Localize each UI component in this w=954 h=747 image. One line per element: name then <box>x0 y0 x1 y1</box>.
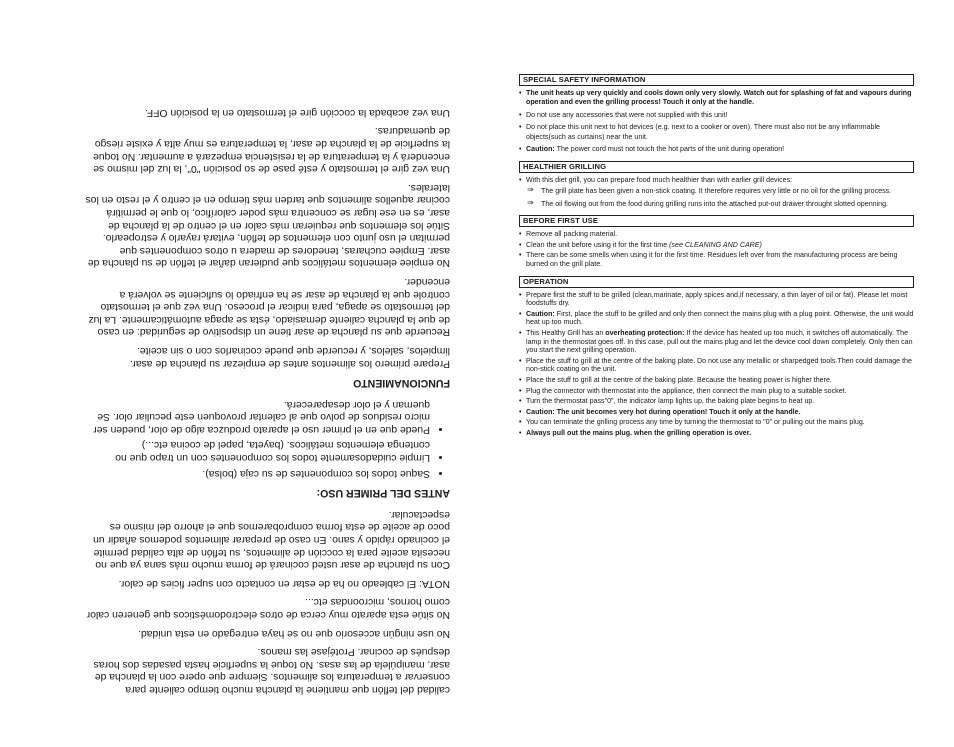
arrow-right-icon: ⇒ <box>527 185 534 195</box>
list-item: • Caution: The power cord must not touch the hot parts of the unit during operation! <box>519 145 914 154</box>
es-intro-4: NOTA: El cableado no ha de estar en contacto con super ficies de calor. <box>118 577 450 589</box>
es-intro-2: No use ningún accesorio que no se haya entregado en esta unidad. <box>138 627 450 639</box>
es-op-3: No empiee elementos metálicos que pudieran dañar el teflón de su plancha de asar. Empiee cucharas, tenedores de madera u otros componentes que permitan el uso junto con elementos de teflón, evitará rayarlo y estropearlo. Sitúe los elementos que requieran más calor en el centro de la plancha de asar, es en ese lugar se concentra más poder calorífico, lo que le permitirá cocinar aquellos alimentos que tarden más tiempo en el centro y el resto en los laterales. <box>85 181 450 269</box>
operation-list <box>519 291 914 438</box>
es-intro-1: calidad del teflón que mantiene la plancha mucho tiempo caliente para conservar a temperatura los alimentos. Siempre que opere con la plancha de asar, manipúlela de las asas. No toque la superficie hasta pasadas dos horas después de cocinar. Protéjase las manos. <box>93 646 450 695</box>
list-item: • This Healthy Grill has an overheating protection: If the device has heated up too much, it switches off automatically. The lamp in the thermostat goes off. In this case, pull out the mains plug and let the device cool down completely. Only then can you start the next grilling operation. <box>519 329 914 355</box>
list-item: • Place the stuff to grill at the centre of the baking plate. Do not use any metallic or sharpedged tools.Then could damage the non-stick coating on the unit. <box>519 357 914 374</box>
list-item: • Caution: The unit becomes very hot during operation! Touch it only at the handle. <box>519 408 914 417</box>
english-page <box>519 74 914 445</box>
es-op-1: Prepare primero los alimentos antes de empiezar su plancha de asar. limpielos, salelos, y recuerde que puede cocinarlos con o sin aceite. <box>130 344 450 369</box>
safety-list <box>519 89 914 154</box>
es-intro-3: No sitúe esta aparato muy cerca de otros electrodomésticos que generen calor como hornos, microondas etc... <box>86 596 450 621</box>
es-intro-5: Con su plancha de asar usted cocinará de forma mucho más sana ya que no necesita aceite para la cocción de alimentos, su teflón de alta calidad permite el cocinado rápido y sano. En caso de preparar alimentos podemos añadir un poco de aceite de esta forma comprobaremos que el ahorro del mismo es espectacular. <box>93 508 450 571</box>
list-item: • Always pull out the mains plug. when the grilling operation is over. <box>519 429 914 438</box>
spanish-page <box>85 106 450 695</box>
list-item: ⇒ The oil flowing out from the food during grilling runs into the attached put-out drawer throught slotted openning. <box>527 197 889 208</box>
list-item: • Limpie cuidadosamente todos los componentes con un trapo que no contenga elementos metálicos. (bayeta, papel de cocina etc...) <box>85 438 430 463</box>
arrow-right-icon: ⇒ <box>527 197 534 207</box>
first-use-heading: BEFORE FIRST USE <box>519 215 914 227</box>
es-op-2: Recuerde que su plancha de asar tiene un dispositivo de seguridad: en caso de que la plancha caliente demasiado, ésta se apaga automáticamente. La luz del termostato se apaga, para indicar el proceso. Una vez que el termostato controle que la plancha de asar se ha enfriado lo suficiente se volverá a encender. <box>88 275 450 338</box>
list-item: • Place the stuff to grill at the centre of the baking plate. Because the heating power is higher there. <box>519 376 914 385</box>
es-op-5: Una vez acabada la cocción gire el termostato en la posición OFF. <box>145 106 450 118</box>
list-item: • The unit heats up very quickly and cools down only very slowly. Watch out for splashing of fat and vapours during operation and even the grilling process! Touch it only at the handle. <box>519 89 914 108</box>
es-first-use-list <box>85 397 450 479</box>
safety-heading: SPECIAL SAFETY INFORMATION <box>519 74 914 86</box>
list-item: • Turn the thermostat pass"0", the indicator lamp lights up, the baking plate begins to heat up. <box>519 397 914 406</box>
es-first-use-title: ANTES DEL PRIMER USO: <box>316 487 450 500</box>
list-item: • Do not place this unit next to hot devices (e.g. next to a cooker or oven). There must also not be any inflammable objects(such as curtains) near the unit. <box>519 123 914 142</box>
healthier-heading: HEALTHIER GRILLING <box>519 161 914 173</box>
list-item: • Clean the unit before using it for the first time (see CLEANING AND CARE) <box>519 241 914 250</box>
list-item: • Do not use any accessories that were not supplied with this unit! <box>519 111 914 120</box>
list-item: • Saque todos los componentes de su caja (bolsa). <box>85 466 430 479</box>
list-item: • Prepare first the stuff to be grilled (clean,marinate, apply spices and,if necessary, a thin layer of oil or fat). Please let moist foodstuffs dry. <box>519 291 914 308</box>
list-item: • Caution: First, place the stuff to be grilled and only then connect the mains plug with a plug point. Otherwise, the unit would heat up too much. <box>519 310 914 327</box>
first-use-list <box>519 230 914 268</box>
es-operation-title: FUNCIONAMIENTO <box>353 377 450 390</box>
list-item: • Remove all packing material. <box>519 230 914 239</box>
healthier-lead: • With this diet grill, you can prepare food much healthier than with earlier grill devices: <box>519 176 914 185</box>
list-item: • Puede que en el primer uso el aparato produzca algo de olor, pueden ser micro residuos de polvo que al calentar provoquen este peculiar olor. Se queman y el olor desaparecerá. <box>85 397 430 435</box>
es-op-4: Una vez gire el termostato y esté pase de so posición "0", la luz del mismo se encenderá y la temperatura de la resistencia empezará a aumentar. No toque la superficie de la plancha de asar, la temperatura es muy alta y existe riesgo de quemaduras. <box>93 125 450 175</box>
list-item: ⇒ The grill plate has been given a non-stick coating. It therefore requires very little or no oil for the grilling process. <box>527 185 892 196</box>
list-item: • You can terminate the grilling process any time by turning the thermostat to "0" or pulling out the mains plug. <box>519 418 914 427</box>
operation-heading: OPERATION <box>519 276 914 288</box>
list-item: • There can be some smells when using it for the first time. Residues left over from the manufacturing process are being burned on the grill plate. <box>519 251 914 268</box>
list-item: • Plug the connector with thermostat into the appliance, then connect the main plug to a suitable socket. <box>519 387 914 396</box>
